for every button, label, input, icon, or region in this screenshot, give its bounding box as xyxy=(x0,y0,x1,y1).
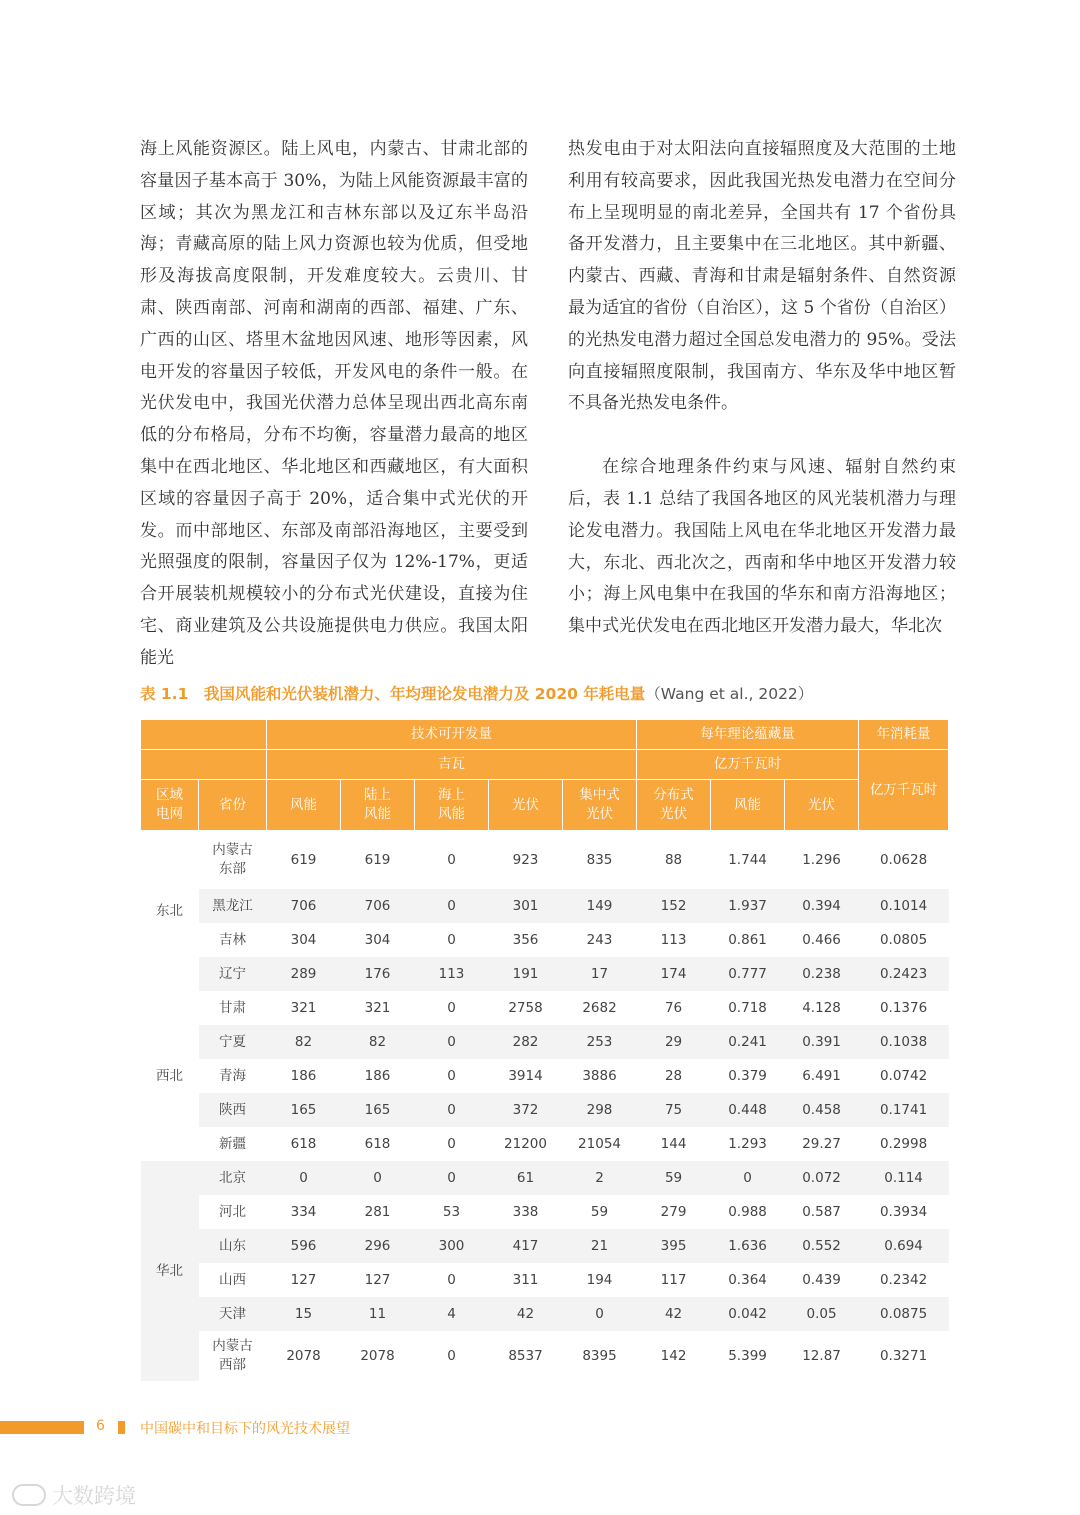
right-column xyxy=(568,134,956,643)
value-cell-central: 21 xyxy=(563,1229,637,1263)
value-cell-wind: 334 xyxy=(290,1203,317,1220)
value-cell-consumption: 0.0742 xyxy=(879,1067,928,1084)
value-cell-wind_t: 0.364 xyxy=(728,1271,767,1288)
header-unit-consumption: 亿万千瓦时 xyxy=(859,750,949,831)
table-row xyxy=(141,1263,949,1297)
value-cell-consumption: 0.114 xyxy=(859,1161,949,1195)
value-cell-distributed: 279 xyxy=(660,1203,687,1220)
value-cell-pv_t: 0.587 xyxy=(802,1203,841,1220)
province-cell: 黑龙江 xyxy=(199,889,267,923)
header-region: 区域 电网 xyxy=(141,780,199,831)
region-cell: 东北 xyxy=(141,831,199,992)
value-cell-central: 253 xyxy=(563,1025,637,1059)
table-row xyxy=(141,1229,949,1263)
header-blank xyxy=(141,720,267,750)
value-cell-pv_t: 0.238 xyxy=(785,957,859,991)
value-cell-pv: 61 xyxy=(489,1161,563,1195)
table-row xyxy=(141,1195,949,1229)
value-cell-offshore: 0 xyxy=(447,931,456,948)
value-cell-pv_t: 0.05 xyxy=(785,1297,859,1331)
value-cell-wind: 619 xyxy=(290,851,317,868)
value-cell-pv_t: 12.87 xyxy=(802,1347,841,1364)
table-row xyxy=(141,923,949,957)
value-cell-pv: 2758 xyxy=(508,999,543,1016)
value-cell-distributed: 142 xyxy=(660,1347,687,1364)
watermark-text: 大数跨境 xyxy=(52,1484,136,1508)
value-cell-onshore: 186 xyxy=(364,1067,391,1084)
value-cell-wind_t: 0.718 xyxy=(728,999,767,1016)
value-cell-onshore: 281 xyxy=(364,1203,391,1220)
province-cell: 天津 xyxy=(199,1297,267,1331)
table-caption-source: （Wang et al., 2022） xyxy=(645,685,814,703)
value-cell-pv_t: 0.439 xyxy=(802,1271,841,1288)
header-annual-consumption: 年消耗量 xyxy=(859,720,949,750)
value-cell-onshore: 11 xyxy=(341,1297,415,1331)
table-row xyxy=(141,889,949,923)
footer-bar xyxy=(0,1421,84,1434)
value-cell-offshore: 113 xyxy=(415,957,489,991)
header-blank-2 xyxy=(141,750,267,780)
value-cell-wind_t: 1.636 xyxy=(711,1229,785,1263)
value-cell-consumption: 0.0875 xyxy=(859,1297,949,1331)
header-pv-theory: 光伏 xyxy=(785,780,859,831)
value-cell-offshore: 0 xyxy=(415,1161,489,1195)
value-cell-onshore: 304 xyxy=(364,931,391,948)
province-cell: 山东 xyxy=(199,1229,267,1263)
value-cell-onshore: 82 xyxy=(341,1025,415,1059)
value-cell-pv_t: 6.491 xyxy=(802,1067,841,1084)
value-cell-consumption: 0.3271 xyxy=(879,1347,928,1364)
value-cell-pv: 301 xyxy=(489,889,563,923)
value-cell-central: 8395 xyxy=(582,1347,617,1364)
header-central-pv: 集中式 光伏 xyxy=(563,780,637,831)
value-cell-wind: 289 xyxy=(267,957,341,991)
value-cell-central: 17 xyxy=(563,957,637,991)
value-cell-wind_t: 1.744 xyxy=(728,851,767,868)
table-row xyxy=(141,1127,949,1161)
value-cell-central: 243 xyxy=(586,931,613,948)
table-row xyxy=(141,1093,949,1127)
header-distributed-pv: 分布式 光伏 xyxy=(637,780,711,831)
value-cell-pv_t: 0.552 xyxy=(785,1229,859,1263)
value-cell-onshore: 0 xyxy=(341,1161,415,1195)
province-cell: 北京 xyxy=(199,1161,267,1195)
value-cell-wind: 15 xyxy=(267,1297,341,1331)
value-cell-offshore: 0 xyxy=(447,1135,456,1152)
value-cell-central: 3886 xyxy=(582,1067,617,1084)
watermark xyxy=(12,1480,136,1510)
province-cell: 辽宁 xyxy=(199,957,267,991)
value-cell-distributed: 28 xyxy=(664,1067,683,1084)
header-wind-theory: 风能 xyxy=(711,780,785,831)
header-pv: 光伏 xyxy=(489,780,563,831)
value-cell-wind: 2078 xyxy=(286,1347,321,1364)
value-cell-central: 149 xyxy=(563,889,637,923)
province-cell: 青海 xyxy=(219,1067,246,1084)
value-cell-consumption: 0.1014 xyxy=(859,889,949,923)
value-cell-distributed: 75 xyxy=(637,1093,711,1127)
value-cell-wind: 618 xyxy=(290,1135,317,1152)
value-cell-wind_t: 1.293 xyxy=(728,1135,767,1152)
value-cell-wind: 596 xyxy=(267,1229,341,1263)
value-cell-consumption: 0.2423 xyxy=(859,957,949,991)
footer-square xyxy=(118,1421,125,1434)
value-cell-consumption: 0.1038 xyxy=(859,1025,949,1059)
value-cell-central: 835 xyxy=(586,851,613,868)
value-cell-wind: 186 xyxy=(290,1067,317,1084)
value-cell-onshore: 618 xyxy=(364,1135,391,1152)
value-cell-pv: 372 xyxy=(489,1093,563,1127)
value-cell-consumption: 0.2998 xyxy=(879,1135,928,1152)
value-cell-wind_t: 0.379 xyxy=(728,1067,767,1084)
value-cell-pv: 338 xyxy=(512,1203,539,1220)
value-cell-wind_t: 0.988 xyxy=(728,1203,767,1220)
value-cell-pv: 8537 xyxy=(508,1347,543,1364)
table-row xyxy=(141,831,949,890)
value-cell-pv: 21200 xyxy=(504,1135,547,1152)
province-cell: 吉林 xyxy=(219,931,246,948)
header-unit-twh: 亿万千瓦时 xyxy=(637,750,859,780)
value-cell-distributed: 76 xyxy=(664,999,683,1016)
value-cell-consumption: 0.694 xyxy=(859,1229,949,1263)
value-cell-consumption: 0.0805 xyxy=(879,931,928,948)
header-theory-reserve: 每年理论蕴藏量 xyxy=(637,720,859,750)
value-cell-distributed: 42 xyxy=(637,1297,711,1331)
value-cell-distributed: 174 xyxy=(637,957,711,991)
value-cell-wind: 706 xyxy=(267,889,341,923)
value-cell-pv: 42 xyxy=(489,1297,563,1331)
table-caption-label: 表 1.1 我国风能和光伏装机潜力、年均理论发电潜力及 2020 年耗电量 xyxy=(140,685,646,703)
value-cell-onshore: 2078 xyxy=(360,1347,395,1364)
value-cell-wind: 82 xyxy=(267,1025,341,1059)
header-tech-potential: 技术可开发量 xyxy=(267,720,637,750)
value-cell-pv_t: 0.391 xyxy=(785,1025,859,1059)
value-cell-pv: 923 xyxy=(512,851,539,868)
value-cell-wind: 0 xyxy=(267,1161,341,1195)
table-row xyxy=(141,1161,949,1195)
value-cell-onshore: 706 xyxy=(341,889,415,923)
value-cell-offshore: 300 xyxy=(415,1229,489,1263)
value-cell-central: 2682 xyxy=(582,999,617,1016)
value-cell-distributed: 29 xyxy=(637,1025,711,1059)
value-cell-pv_t: 0.466 xyxy=(802,931,841,948)
value-cell-pv_t: 0.458 xyxy=(785,1093,859,1127)
value-cell-wind: 321 xyxy=(290,999,317,1016)
value-cell-onshore: 165 xyxy=(341,1093,415,1127)
header-unit-gw: 吉瓦 xyxy=(267,750,637,780)
value-cell-distributed: 59 xyxy=(637,1161,711,1195)
value-cell-central: 194 xyxy=(586,1271,613,1288)
left-column xyxy=(140,134,528,675)
value-cell-central: 21054 xyxy=(578,1135,621,1152)
right-paragraph-2: 在综合地理条件约束与风速、辐射自然约束后，表 1.1 总结了我国各地区的风光装机潜力与理论发电潜力。我国陆上风电在华北地区开发潜力最大，东北、西北次之，西南和华中地区开发潜力较小；海上风电集中在我国的华东和南方沿海地区；集中式光伏发电在西北地区开发潜力最大，华北次 xyxy=(568,457,956,637)
value-cell-distributed: 117 xyxy=(660,1271,687,1288)
table-row xyxy=(141,957,949,991)
value-cell-pv_t: 4.128 xyxy=(802,999,841,1016)
value-cell-consumption: 0.2342 xyxy=(879,1271,928,1288)
table-row xyxy=(141,1025,949,1059)
province-cell: 内蒙古 西部 xyxy=(212,1338,253,1373)
table-row xyxy=(141,1059,949,1093)
value-cell-pv_t: 0.072 xyxy=(785,1161,859,1195)
value-cell-offshore: 4 xyxy=(415,1297,489,1331)
value-cell-pv: 311 xyxy=(512,1271,539,1288)
table-row xyxy=(141,1297,949,1331)
value-cell-wind: 127 xyxy=(290,1271,317,1288)
value-cell-distributed: 144 xyxy=(660,1135,687,1152)
region-cell: 华北 xyxy=(141,1161,199,1381)
value-cell-onshore: 127 xyxy=(364,1271,391,1288)
value-cell-central: 0 xyxy=(563,1297,637,1331)
value-cell-offshore: 0 xyxy=(447,1347,456,1364)
left-paragraph: 海上风能资源区。陆上风电，内蒙古、甘肃北部的容量因子基本高于 30%，为陆上风能资源最丰富的区域；其次为黑龙江和吉林东部以及辽东半岛沿海；青藏高原的陆上风力资源也较为优质，但受地形及海拔高度限制，开发难度较大。云贵川、甘肃、陕西南部、河南和湖南的西部、福建、广东、广西的山区、塔里木盆地因风速、地形等因素，风电开发的容量因子较低，开发风电的条件一般。在光伏发电中，我国光伏潜力总体呈现出西北高东南低的分布格局，分布不均衡，容量潜力最高的地区集中在西北地区、华北地区和西藏地区，有大面积区域的容量因子高于 20%，适合集中式光伏的开发。而中部地区、东部及南部沿海地区，主要受到光照强度的限制，容量因子仅为 12%-17%，更适合开展装机规模较小的分布式光伏建设，直接为住宅、商业建筑及公共设施提供电力供应。我国太阳能光 xyxy=(140,139,528,668)
table-caption xyxy=(140,682,813,704)
value-cell-pv_t: 29.27 xyxy=(802,1135,841,1152)
value-cell-offshore: 0 xyxy=(447,999,456,1016)
province-cell: 宁夏 xyxy=(199,1025,267,1059)
value-cell-offshore: 0 xyxy=(415,889,489,923)
value-cell-wind: 304 xyxy=(290,931,317,948)
value-cell-offshore: 0 xyxy=(415,1093,489,1127)
value-cell-pv_t: 1.296 xyxy=(802,851,841,868)
value-cell-wind_t: 5.399 xyxy=(728,1347,767,1364)
header-onshore-wind: 陆上 风能 xyxy=(341,780,415,831)
value-cell-onshore: 321 xyxy=(364,999,391,1016)
value-cell-consumption: 0.0628 xyxy=(879,851,928,868)
value-cell-central: 2 xyxy=(563,1161,637,1195)
value-cell-onshore: 296 xyxy=(341,1229,415,1263)
value-cell-consumption: 0.1376 xyxy=(879,999,928,1016)
value-cell-wind_t: 0.042 xyxy=(711,1297,785,1331)
value-cell-distributed: 113 xyxy=(660,931,687,948)
value-cell-offshore: 0 xyxy=(447,1067,456,1084)
value-cell-wind: 165 xyxy=(267,1093,341,1127)
value-cell-pv: 3914 xyxy=(508,1067,543,1084)
region-cell: 西北 xyxy=(141,991,199,1161)
header-province: 省份 xyxy=(199,780,267,831)
province-cell: 甘肃 xyxy=(219,999,246,1016)
value-cell-distributed: 152 xyxy=(637,889,711,923)
right-paragraph-1: 热发电由于对太阳法向直接辐照度及大范围的土地利用有较高要求，因此我国光热发电潜力在空间分布上呈现明显的南北差异，全国共有 17 个省份具备开发潜力，且主要集中在三北地区。其中新疆、内蒙古、西藏、青海和甘肃是辐射条件、自然资源最为适宜的省份（自治区），这 5 个省份（自治区）的光热发电潜力超过全国总发电潜力的 95%。受法向直接辐照度限制，我国南方、华东及华中地区暂不具备光热发电条件。 xyxy=(568,139,956,414)
value-cell-pv: 282 xyxy=(489,1025,563,1059)
value-cell-onshore: 619 xyxy=(364,851,391,868)
value-cell-distributed: 88 xyxy=(664,851,683,868)
page-number: 6 xyxy=(96,1418,105,1434)
value-cell-consumption: 0.1741 xyxy=(859,1093,949,1127)
province-cell: 陕西 xyxy=(199,1093,267,1127)
value-cell-wind_t: 0.777 xyxy=(711,957,785,991)
value-cell-wind_t: 1.937 xyxy=(711,889,785,923)
table-row xyxy=(141,991,949,1025)
province-cell: 山西 xyxy=(219,1271,246,1288)
value-cell-offshore: 0 xyxy=(447,1271,456,1288)
province-cell: 河北 xyxy=(219,1203,246,1220)
footer-title: 中国碳中和目标下的风光技术展望 xyxy=(140,1421,350,1437)
value-cell-offshore: 0 xyxy=(447,851,456,868)
potential-table xyxy=(140,719,949,1381)
value-cell-distributed: 395 xyxy=(637,1229,711,1263)
value-cell-wind_t: 0.448 xyxy=(711,1093,785,1127)
value-cell-pv: 191 xyxy=(489,957,563,991)
value-cell-pv_t: 0.394 xyxy=(785,889,859,923)
header-wind: 风能 xyxy=(267,780,341,831)
province-cell: 新疆 xyxy=(219,1135,246,1152)
value-cell-offshore: 0 xyxy=(415,1025,489,1059)
value-cell-wind_t: 0.861 xyxy=(728,931,767,948)
value-cell-central: 298 xyxy=(563,1093,637,1127)
value-cell-pv: 356 xyxy=(512,931,539,948)
value-cell-central: 59 xyxy=(590,1203,609,1220)
table-row xyxy=(141,1331,949,1381)
value-cell-onshore: 176 xyxy=(341,957,415,991)
value-cell-pv: 417 xyxy=(489,1229,563,1263)
header-offshore-wind: 海上 风能 xyxy=(415,780,489,831)
province-cell: 内蒙古 东部 xyxy=(212,842,253,877)
value-cell-wind_t: 0.241 xyxy=(711,1025,785,1059)
value-cell-consumption: 0.3934 xyxy=(879,1203,928,1220)
watermark-logo-icon xyxy=(12,1484,46,1506)
value-cell-offshore: 53 xyxy=(442,1203,461,1220)
value-cell-wind_t: 0 xyxy=(711,1161,785,1195)
